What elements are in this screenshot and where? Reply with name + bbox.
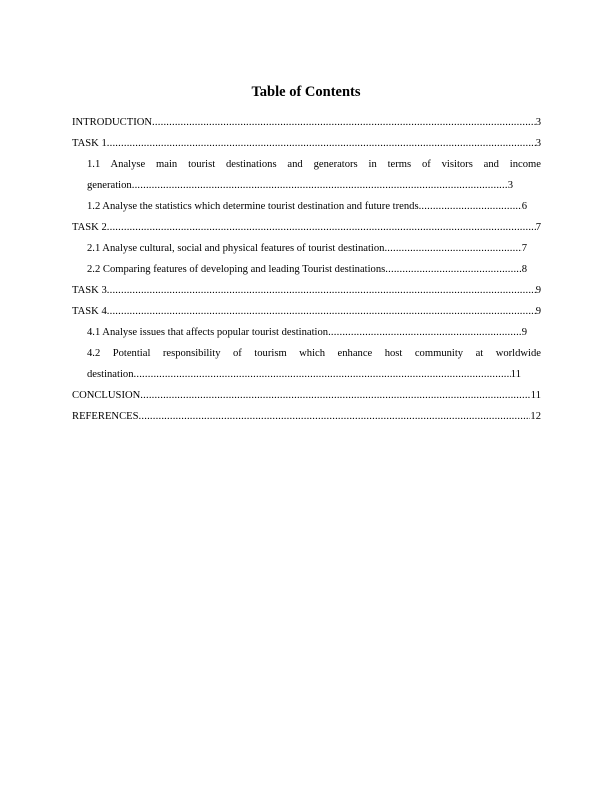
dot-leader <box>140 385 531 406</box>
toc-entry-label-line2: generation <box>87 180 132 191</box>
toc-entry-label: 4.1 Analyse issues that affects popular tourist destination <box>87 327 329 338</box>
dot-leader <box>132 175 508 196</box>
dot-leader <box>107 301 536 322</box>
toc-entry-introduction[interactable] <box>72 112 541 133</box>
toc-entry-page: 7 <box>535 222 541 233</box>
toc-entry-4-1[interactable] <box>72 322 527 343</box>
toc-entry-label-line1: 1.1 Analyse main tourist destinations and generators in terms of visitors and income <box>87 159 541 170</box>
toc-entry-page: 7 <box>521 243 527 254</box>
toc-entry-label: 1.2 Analyse the statistics which determine tourist destination and future trends <box>87 201 419 212</box>
toc-entry-label: REFERENCES <box>72 411 139 422</box>
toc-entry-task-2[interactable] <box>72 217 541 238</box>
dot-leader <box>328 322 522 343</box>
toc-entry-label: CONCLUSION <box>72 390 141 401</box>
toc-entry-label-line2: destination <box>87 369 134 380</box>
toc-entry-label: INTRODUCTION <box>72 117 153 128</box>
toc-entry-task-3[interactable] <box>72 280 541 301</box>
toc-entry-4-2[interactable] <box>72 343 541 385</box>
toc-title: Table of Contents <box>251 84 361 100</box>
toc-entry-page: 9 <box>535 285 541 296</box>
dot-leader <box>152 112 536 133</box>
toc-entry-label: 2.2 Comparing features of developing and leading Tourist destinations <box>87 264 386 275</box>
toc-entry-page: 8 <box>521 264 527 275</box>
dot-leader <box>134 364 511 385</box>
toc-entry-page: 3 <box>535 117 541 128</box>
dot-leader <box>107 133 536 154</box>
toc-entry-conclusion[interactable] <box>72 385 541 406</box>
dot-leader <box>385 259 521 280</box>
toc-entry-page: 6 <box>521 201 527 212</box>
toc-entry-page: 9 <box>521 327 527 338</box>
toc-entry-page: 11 <box>530 390 541 401</box>
toc-entry-label: TASK 1 <box>72 138 107 149</box>
toc-entry-1-2[interactable] <box>72 196 527 217</box>
toc-entry-line2 <box>87 364 521 385</box>
toc-entry-task-4[interactable] <box>72 301 541 322</box>
toc-entry-label: TASK 2 <box>72 222 107 233</box>
toc-entry-1-1[interactable] <box>72 154 541 196</box>
toc-entry-2-2[interactable] <box>72 259 527 280</box>
toc-entry-task-1[interactable] <box>72 133 541 154</box>
toc-entry-label: 2.1 Analyse cultural, social and physical features of tourist destination <box>87 243 385 254</box>
toc-entry-page: 11 <box>510 369 521 380</box>
toc-list <box>72 112 541 427</box>
toc-entry-page: 3 <box>535 138 541 149</box>
toc-entry-page: 3 <box>507 180 513 191</box>
toc-entry-references[interactable] <box>72 406 541 427</box>
toc-entry-line2 <box>87 175 513 196</box>
dot-leader <box>384 238 521 259</box>
toc-entry-page: 12 <box>530 411 541 422</box>
toc-entry-label-line1: 4.2 Potential responsibility of tourism which enhance host community at worldwide <box>87 348 541 359</box>
dot-leader <box>139 406 531 427</box>
toc-entry-2-1[interactable] <box>72 238 527 259</box>
dot-leader <box>107 280 536 301</box>
toc-entry-label: TASK 4 <box>72 306 107 317</box>
toc-entry-page: 9 <box>535 306 541 317</box>
toc-entry-label: TASK 3 <box>72 285 107 296</box>
dot-leader <box>419 196 522 217</box>
dot-leader <box>107 217 536 238</box>
